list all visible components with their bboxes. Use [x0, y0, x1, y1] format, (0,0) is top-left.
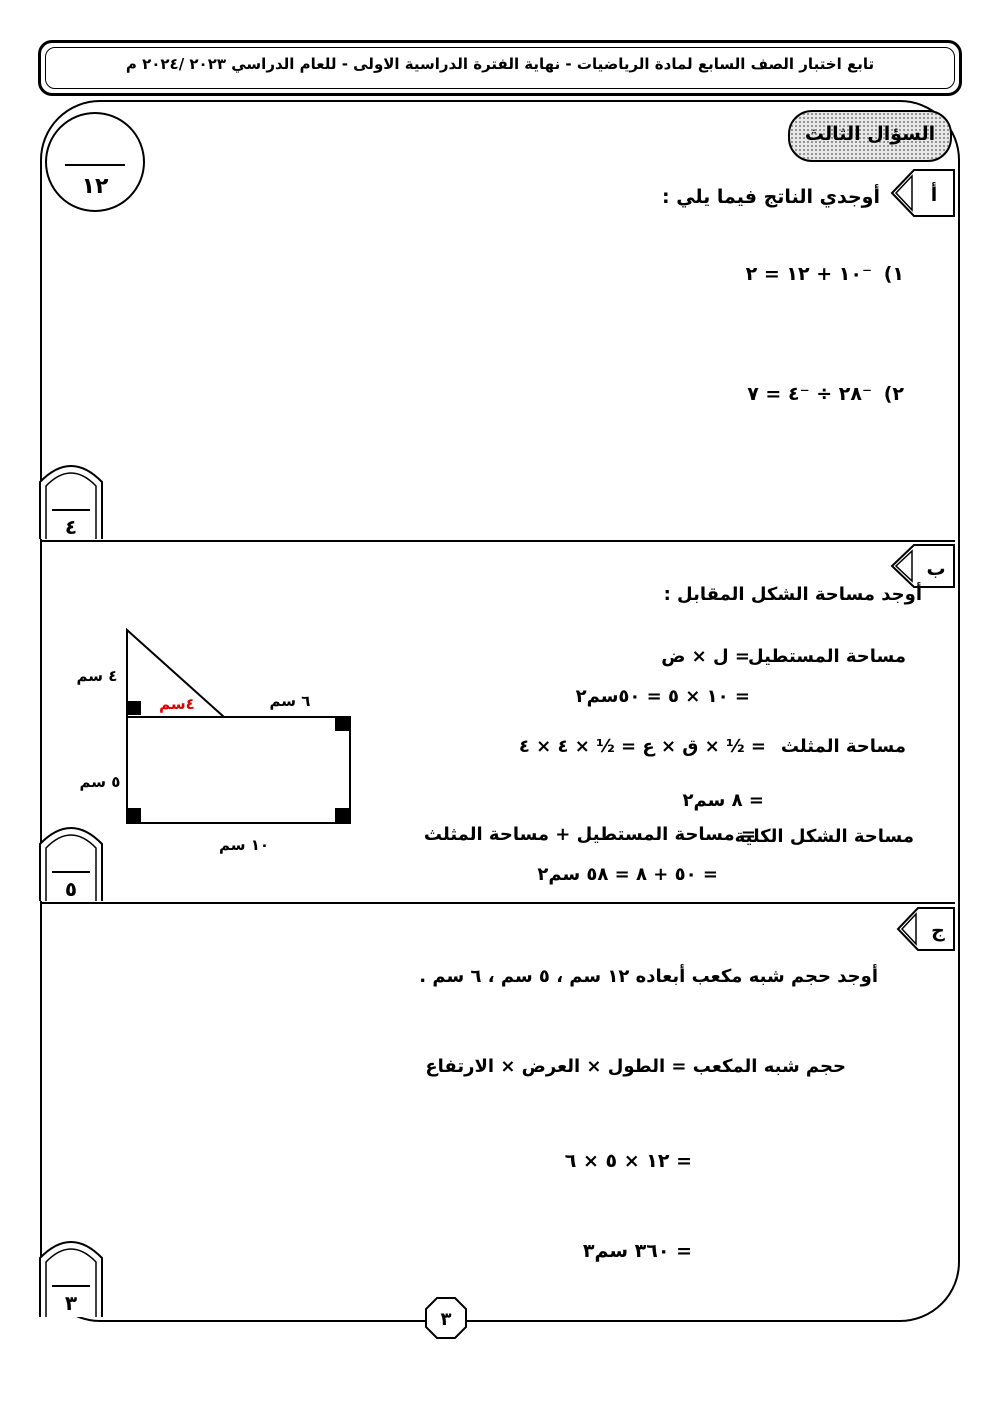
exam-header-title: تابع اختبار الصف السابع لمادة الرياضيات - نهاية الفترة الدراسية الاولى - للعام الدراسي ٢٠٢٣ /٢٠٢٤ م: [125, 55, 875, 73]
section-a-item-2-number: ٢): [883, 383, 904, 405]
total-area-label: مساحة الشكل الكلية: [734, 826, 914, 847]
section-a-instruction: أوجدي الناتج فيما يلي :: [661, 186, 880, 208]
section-b-label-tag: [890, 543, 956, 589]
composite-shape-figure: [60, 620, 380, 860]
section-c-instruction: أوجد حجم شبه مكعب أبعاده ١٢ سم ، ٥ سم ، ٦ سم .: [419, 966, 878, 987]
section-b-label: ب: [926, 558, 946, 580]
tri-area-label: مساحة المثلث: [780, 736, 906, 757]
right-angle-marker-tr: [335, 717, 349, 731]
section-b-instruction: أوجد مساحة الشكل المقابل :: [663, 584, 922, 605]
tri-area-formula: = ½ × ق × ع = ½ × ٤ × ٤: [518, 736, 766, 757]
section-b-score: ٥: [64, 877, 78, 901]
page-number: ٣: [440, 1309, 452, 1330]
score-line: [65, 164, 125, 166]
label-rect-width: ١٠ سم: [218, 836, 270, 854]
exam-header: [38, 40, 962, 96]
label-tri-base: ٤سم: [159, 695, 195, 713]
total-score: ١٢: [81, 174, 109, 199]
rect-area-label: مساحة المستطيل: [748, 646, 906, 667]
total-area-result: = ٥٠ + ٨ = ٥٨ سم٢: [537, 864, 718, 885]
volume-calc: = ١٢ × ٥ × ٦: [564, 1150, 692, 1172]
section-a-label: أ: [930, 184, 938, 206]
section-c-label-tag: [896, 906, 956, 952]
section-a-label-tag: [890, 168, 956, 218]
right-angle-marker-tri: [127, 701, 141, 715]
section-c-label: ج: [931, 920, 945, 942]
section-divider-bc: [41, 902, 955, 904]
right-angle-marker-br: [335, 808, 349, 822]
label-top-right: ٦ سم: [269, 692, 311, 710]
section-c-score-badge: [38, 1232, 104, 1318]
total-area-formula: = مساحة المستطيل + مساحة المثلث: [423, 824, 756, 845]
section-a-item-1-number: ١): [883, 263, 904, 285]
section-c-score: ٣: [64, 1291, 78, 1315]
question-title-badge: [788, 110, 952, 162]
section-divider-ab: [41, 540, 955, 542]
total-score-circle: [45, 112, 145, 212]
right-angle-marker-bl: [127, 808, 141, 822]
section-a-score-badge: [38, 456, 104, 540]
section-b-score-badge: [38, 818, 104, 902]
section-a-score: ٤: [64, 515, 78, 539]
question-title: السؤال الثالث: [804, 123, 936, 145]
rect-area-formula: = ل × ض: [661, 646, 750, 667]
label-tri-height: ٤ سم: [76, 667, 118, 685]
label-rect-height: ٥ سم: [79, 773, 121, 791]
rectangle-shape: [127, 717, 350, 823]
section-a-item-2-expression: ⁻٢٨ ÷ ⁻٤ = ٧: [747, 383, 872, 405]
page-number-badge: [424, 1296, 468, 1340]
tri-area-result: = ٨ سم٢: [682, 790, 764, 811]
section-a-item-1-expression: ⁻١٠ + ١٢ = ٢: [745, 263, 872, 285]
volume-result: = ٣٦٠ سم٣: [582, 1240, 692, 1262]
rect-area-calc: = ١٠ × ٥ = ٥٠سم٢: [575, 686, 750, 707]
volume-formula: حجم شبه المكعب = الطول × العرض × الارتفاع: [425, 1056, 846, 1077]
